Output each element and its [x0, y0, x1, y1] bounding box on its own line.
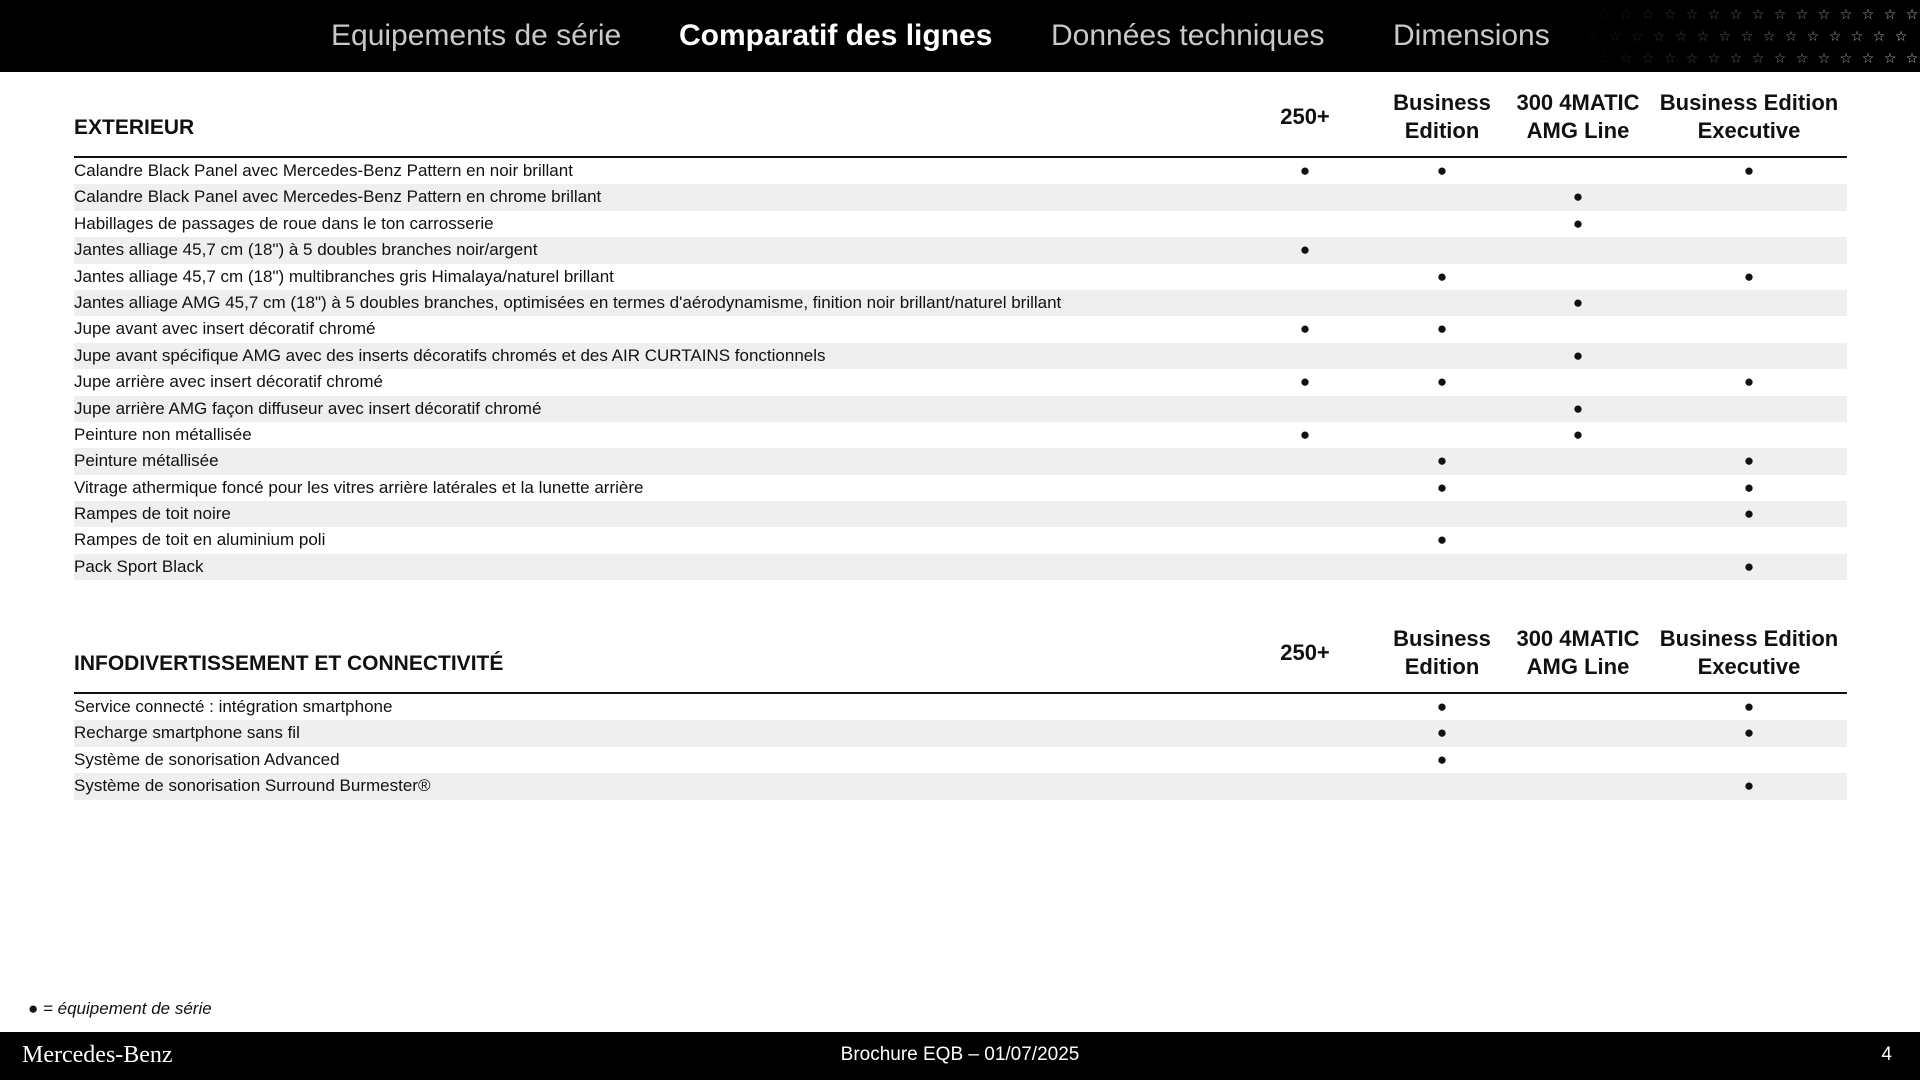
- section-header: [74, 614, 1847, 694]
- standard-equipment-dot: ●: [1743, 723, 1755, 743]
- feature-label: Jupe avant spécifique AMG avec des inserts décoratifs chromés et des AIR CURTAINS fonctionnels: [74, 345, 826, 365]
- star-glyph-icon: ☆: [1729, 50, 1743, 66]
- table-row: [74, 237, 1847, 263]
- star-glyph-icon: ☆: [1828, 28, 1842, 44]
- section-title: INFODIVERTISSEMENT ET CONNECTIVITÉ: [74, 652, 504, 675]
- star-glyph-icon: ☆: [1839, 6, 1853, 22]
- table-row: [74, 501, 1847, 527]
- column-header-line: Edition: [1404, 118, 1480, 143]
- feature-label: Jupe avant avec insert décoratif chromé: [74, 319, 376, 339]
- star-glyph-icon: ☆: [1718, 28, 1732, 44]
- standard-equipment-dot: ●: [1743, 266, 1755, 286]
- brand-logo: Mercedes-Benz: [22, 1042, 173, 1068]
- feature-label: Jantes alliage 45,7 cm (18") multibranches gris Himalaya/naturel brillant: [74, 266, 614, 286]
- table-row: [74, 527, 1847, 553]
- feature-label: Calandre Black Panel avec Mercedes-Benz Pattern en noir brillant: [74, 161, 573, 180]
- star-glyph-icon: ☆: [1905, 50, 1919, 66]
- column-header: [1498, 78, 1658, 156]
- star-glyph-icon: ☆: [1751, 6, 1765, 22]
- standard-equipment-dot: ●: [1743, 451, 1755, 471]
- table-row: [74, 475, 1847, 501]
- star-glyph-icon: ☆: [1608, 28, 1622, 44]
- standard-equipment-dot: ●: [1572, 213, 1584, 233]
- column-header-line: Executive: [1697, 118, 1801, 143]
- feature-label: Rampes de toit noire: [74, 504, 231, 524]
- standard-equipment-dot: ●: [1743, 776, 1755, 796]
- column-header-line: Business Edition: [1659, 626, 1839, 651]
- star-glyph-icon: ☆: [1707, 50, 1721, 66]
- standard-equipment-dot: ●: [1436, 697, 1448, 716]
- standard-equipment-dot: ●: [1436, 161, 1448, 180]
- star-glyph-icon: ☆: [1652, 28, 1666, 44]
- feature-label: Vitrage athermique foncé pour les vitres arrière latérales et la lunette arrière: [74, 477, 644, 497]
- table-row: [74, 343, 1847, 369]
- standard-equipment-dot: ●: [1743, 697, 1755, 716]
- feature-label: Jupe arrière AMG façon diffuseur avec insert décoratif chromé: [74, 398, 542, 418]
- tab-comparatif-des-lignes[interactable]: Comparatif des lignes: [679, 19, 993, 52]
- standard-equipment-dot: ●: [1299, 424, 1311, 444]
- column-header: [1649, 614, 1849, 692]
- star-glyph-icon: ☆: [1740, 28, 1754, 44]
- star-glyph-icon: ☆: [1894, 28, 1908, 44]
- feature-label: Jantes alliage AMG 45,7 cm (18") à 5 doubles branches, optimisées en termes d'aérodynamisme, finition noir brillant/naturel brillant: [74, 292, 1062, 312]
- standard-equipment-dot: ●: [1743, 556, 1755, 576]
- table-row: [74, 694, 1847, 720]
- standard-equipment-dot: ●: [1436, 477, 1448, 497]
- star-glyph-icon: ☆: [1707, 6, 1721, 22]
- star-glyph-icon: ☆: [1630, 28, 1644, 44]
- star-glyph-icon: ☆: [1817, 6, 1831, 22]
- column-header-line: 250+: [1280, 104, 1330, 129]
- star-glyph-icon: ☆: [1597, 6, 1611, 22]
- table-row: [74, 211, 1847, 237]
- table-row: [74, 264, 1847, 290]
- star-glyph-icon: ☆: [1619, 6, 1633, 22]
- standard-equipment-dot: ●: [1572, 292, 1584, 312]
- feature-label: Peinture non métallisée: [74, 424, 252, 444]
- column-header-line: 300 4MATIC: [1516, 90, 1640, 115]
- star-glyph-icon: ☆: [1861, 6, 1875, 22]
- table-row: [74, 554, 1847, 580]
- section-header: [74, 78, 1847, 158]
- star-glyph-icon: ☆: [1839, 50, 1853, 66]
- star-glyph-icon: ☆: [1773, 50, 1787, 66]
- feature-label: Jantes alliage 45,7 cm (18") à 5 doubles branches noir/argent: [74, 240, 538, 260]
- page-number: 4: [1881, 1044, 1892, 1065]
- feature-label: Système de sonorisation Advanced: [74, 749, 340, 769]
- star-glyph-icon: ☆: [1663, 6, 1677, 22]
- table-row: [74, 396, 1847, 422]
- star-glyph-icon: ☆: [1850, 28, 1864, 44]
- feature-label: Service connecté : intégration smartphone: [74, 697, 393, 716]
- standard-equipment-dot: ●: [1436, 749, 1448, 769]
- star-glyph-icon: ☆: [1597, 50, 1611, 66]
- column-header-line: Business: [1393, 626, 1491, 651]
- table-row: [74, 747, 1847, 773]
- feature-label: Système de sonorisation Surround Burmester®: [74, 776, 431, 796]
- star-glyph-icon: ☆: [1795, 6, 1809, 22]
- star-glyph-icon: ☆: [1773, 6, 1787, 22]
- section-infodivertissement: [74, 614, 1847, 800]
- table-row: [74, 290, 1847, 316]
- standard-equipment-dot: ●: [1743, 477, 1755, 497]
- star-glyph-icon: ☆: [1696, 28, 1710, 44]
- table-row: [74, 158, 1847, 184]
- feature-label: Recharge smartphone sans fil: [74, 723, 300, 743]
- legend-standard-equipment: ● = équipement de série: [28, 999, 212, 1018]
- column-header-line: Business Edition: [1659, 90, 1839, 115]
- standard-equipment-dot: ●: [1572, 187, 1584, 207]
- document-title: Brochure EQB – 01/07/2025: [840, 1044, 1080, 1065]
- star-pattern-decoration: [1520, 0, 1920, 72]
- star-glyph-icon: ☆: [1905, 6, 1919, 22]
- star-glyph-icon: ☆: [1619, 50, 1633, 66]
- standard-equipment-dot: ●: [1299, 372, 1311, 392]
- feature-label: Habillages de passages de roue dans le ton carrosserie: [74, 213, 494, 233]
- column-header-line: Executive: [1697, 654, 1801, 679]
- standard-equipment-dot: ●: [1743, 161, 1755, 180]
- column-header-line: 300 4MATIC: [1516, 626, 1640, 651]
- standard-equipment-dot: ●: [1572, 398, 1584, 418]
- star-glyph-icon: ☆: [1641, 50, 1655, 66]
- footer-bar: [0, 1032, 1920, 1080]
- standard-equipment-dot: ●: [1743, 504, 1755, 524]
- star-glyph-icon: ☆: [1729, 6, 1743, 22]
- standard-equipment-dot: ●: [1299, 319, 1311, 339]
- standard-equipment-dot: ●: [1436, 530, 1448, 550]
- table-row: [74, 448, 1847, 474]
- standard-equipment-dot: ●: [1436, 319, 1448, 339]
- star-glyph-icon: ☆: [1806, 28, 1820, 44]
- column-header: [1225, 614, 1385, 692]
- star-glyph-icon: ☆: [1817, 50, 1831, 66]
- star-glyph-icon: ☆: [1674, 28, 1688, 44]
- section-exterieur: [74, 78, 1847, 580]
- column-header-line: AMG Line: [1526, 118, 1630, 143]
- feature-label: Calandre Black Panel avec Mercedes-Benz Pattern en chrome brillant: [74, 187, 602, 207]
- star-glyph-icon: ☆: [1641, 6, 1655, 22]
- feature-label: Peinture métallisée: [74, 451, 219, 471]
- star-glyph-icon: ☆: [1861, 50, 1875, 66]
- column-header-line: Business: [1393, 90, 1491, 115]
- tab-equipements-de-serie[interactable]: Equipements de série: [331, 19, 622, 52]
- column-header-line: AMG Line: [1526, 654, 1630, 679]
- star-glyph-icon: ☆: [1685, 6, 1699, 22]
- tab-donnees-techniques[interactable]: Données techniques: [1051, 19, 1325, 52]
- star-glyph-icon: ☆: [1751, 50, 1765, 66]
- table-row: [74, 316, 1847, 342]
- star-glyph-icon: ☆: [1685, 50, 1699, 66]
- table-row: [74, 422, 1847, 448]
- standard-equipment-dot: ●: [1572, 345, 1584, 365]
- feature-label: Rampes de toit en aluminium poli: [74, 530, 326, 550]
- feature-label: Jupe arrière avec insert décoratif chromé: [74, 372, 383, 392]
- standard-equipment-dot: ●: [1436, 372, 1448, 392]
- standard-equipment-dot: ●: [1299, 240, 1311, 260]
- star-glyph-icon: ☆: [1883, 6, 1897, 22]
- top-navigation-bar: [0, 0, 1920, 72]
- standard-equipment-dot: ●: [1436, 723, 1448, 743]
- section-title: EXTERIEUR: [74, 116, 195, 139]
- column-header-line: Edition: [1404, 654, 1480, 679]
- star-glyph-icon: ☆: [1784, 28, 1798, 44]
- star-glyph-icon: ☆: [1762, 28, 1776, 44]
- standard-equipment-dot: ●: [1743, 372, 1755, 392]
- table-row: [74, 773, 1847, 799]
- standard-equipment-dot: ●: [1436, 266, 1448, 286]
- tab-dimensions[interactable]: Dimensions: [1393, 19, 1550, 52]
- column-header: [1498, 614, 1658, 692]
- table-row: [74, 184, 1847, 210]
- table-row: [74, 720, 1847, 746]
- star-glyph-icon: ☆: [1663, 50, 1677, 66]
- feature-label: Pack Sport Black: [74, 556, 204, 576]
- star-glyph-icon: ☆: [1883, 50, 1897, 66]
- column-header-line: 250+: [1280, 640, 1330, 665]
- standard-equipment-dot: ●: [1436, 451, 1448, 471]
- star-glyph-icon: ☆: [1586, 28, 1600, 44]
- standard-equipment-dot: ●: [1299, 161, 1311, 180]
- column-header: [1649, 78, 1849, 156]
- star-glyph-icon: ☆: [1872, 28, 1886, 44]
- column-header: [1225, 78, 1385, 156]
- table-row: [74, 369, 1847, 395]
- star-glyph-icon: ☆: [1795, 50, 1809, 66]
- standard-equipment-dot: ●: [1572, 424, 1584, 444]
